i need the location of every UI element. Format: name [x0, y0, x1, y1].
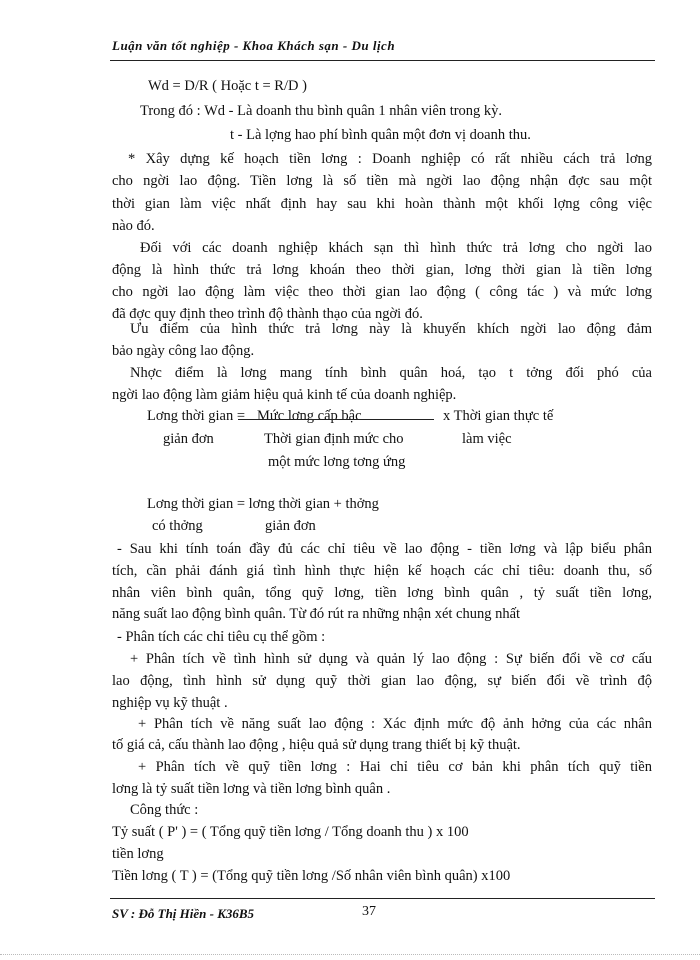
- text-line: lao động, tình hình sử dụng quỹ thời gian lao động, sự biến đổi về trình độ: [112, 673, 652, 689]
- text-line: tích, cần phải đánh giá tình hình thực hiện kế hoạch các chỉ tiêu: doanh thu, số: [112, 563, 652, 579]
- page-header: Luận văn tốt nghiệp - Khoa Khách sạn - Du lịch: [112, 38, 396, 53]
- text-line: Công thức :: [130, 802, 199, 818]
- formula-denominator: Thời gian định mức cho: [264, 431, 404, 447]
- text-line: Trong đó : Wd - Là doanh thu bình quân 1 nhân viên trong kỳ.: [140, 103, 503, 119]
- text-line: cho ngời lao động làm việc theo thời gian lao động ( công tác ) và mức lơng: [112, 284, 652, 300]
- text-line: ngời lao động làm giảm hiệu quả kinh tế của doanh nghiệp.: [112, 387, 457, 403]
- text-line: bảo ngày công lao động.: [112, 343, 255, 359]
- footer-author: SV : Đỗ Thị Hiền - K36B5: [112, 906, 255, 921]
- text-line: - Phân tích các chỉ tiêu cụ thể gồm :: [117, 629, 326, 645]
- text-line: thời gian làm việc nhất định hay sau khi hoàn thành một khối lợng công việc: [112, 196, 652, 212]
- text-line: động là hình thức trả lơng khoán theo thời gian, lơng thời gian là tiền lơng: [112, 262, 652, 278]
- formula-rhs-sub: làm việc: [462, 431, 512, 447]
- text-line: tiền lơng: [112, 846, 164, 862]
- text-line: + Phân tích về quỹ tiền lơng : Hai chỉ tiêu cơ bản khi phân tích quỹ tiền: [138, 759, 652, 775]
- text-line: t - Là lợng hao phí bình quân một đơn vị doanh thu.: [230, 127, 531, 143]
- page-break-line: [0, 954, 700, 955]
- text-line: nghiệp vụ kỹ thuật .: [112, 695, 228, 711]
- formula-2-sub: giản đơn: [265, 518, 316, 534]
- text-line: nào đó.: [112, 218, 155, 234]
- text-line: tố giá cả, cấu thành lao động , hiệu quả sử dụng trang thiết bị kỹ thuật.: [112, 737, 521, 753]
- formula-2: Lơng thời gian = lơng thời gian + thởng: [147, 496, 379, 512]
- fraction-bar: [238, 419, 434, 420]
- formula-2-sub: có thởng: [152, 518, 203, 534]
- formula-denominator-2: một mức lơng tơng ứng: [268, 454, 406, 470]
- text-line: Đối với các doanh nghiệp khách sạn thì hình thức trả lơng cho ngời lao: [140, 240, 652, 256]
- text-line: năng suất lao động bình quân. Từ đó rút ra những nhận xét chung nhất: [112, 606, 521, 622]
- text-line: Wd = D/R ( Hoặc t = R/D ): [148, 78, 307, 94]
- formula-numerator: Mức lơng cấp bậc: [257, 408, 362, 424]
- text-line: Nhợc điểm là lơng mang tính bình quân hoá, tạo t tởng đối phó của: [130, 365, 652, 381]
- text-line: + Phân tích về tình hình sử dụng và quản lý lao động : Sự biến đổi về cơ cấu: [130, 651, 652, 667]
- text-line: - Sau khi tính toán đầy đủ các chỉ tiêu về lao động - tiền lơng và lập biểu phân: [117, 541, 652, 557]
- formula-lhs-sub: giản đơn: [163, 431, 214, 447]
- text-line: Ưu điểm của hình thức trả lơng này là khuyến khích ngời lao động đảm: [130, 321, 652, 337]
- formula-lhs: Lơng thời gian =: [147, 408, 246, 424]
- text-line: nhân viên bình quân, tổng quỹ lơng, tiền lơng bình quân , tỷ suất tiền lơng,: [112, 585, 652, 601]
- text-line: Tỷ suất ( P' ) = ( Tổng quỹ tiền lơng / Tổng doanh thu ) x 100: [112, 824, 469, 840]
- text-line: Tiền lơng ( T ) = (Tổng quỹ tiền lơng /Số nhân viên bình quân) x100: [112, 868, 511, 884]
- text-line: * Xây dựng kế hoạch tiền lơng : Doanh nghiệp có rất nhiều cách trả lơng: [128, 151, 652, 167]
- footer-rule: [110, 898, 655, 899]
- formula-rhs: x Thời gian thực tế: [443, 408, 554, 424]
- header-rule: [110, 60, 655, 61]
- text-line: lơng là tỷ suất tiền lơng và tiền lơng bình quân .: [112, 781, 391, 797]
- text-line: cho ngời lao động. Tiền lơng là số tiền mà ngời lao động nhận đợc sau một: [112, 173, 652, 189]
- text-line: + Phân tích về năng suất lao động : Xác định mức độ ảnh hởng của các nhân: [138, 716, 652, 732]
- text-line: đã đợc quy định theo trình độ thành thạo của ngời đó.: [112, 306, 423, 322]
- page-number: 37: [362, 904, 376, 919]
